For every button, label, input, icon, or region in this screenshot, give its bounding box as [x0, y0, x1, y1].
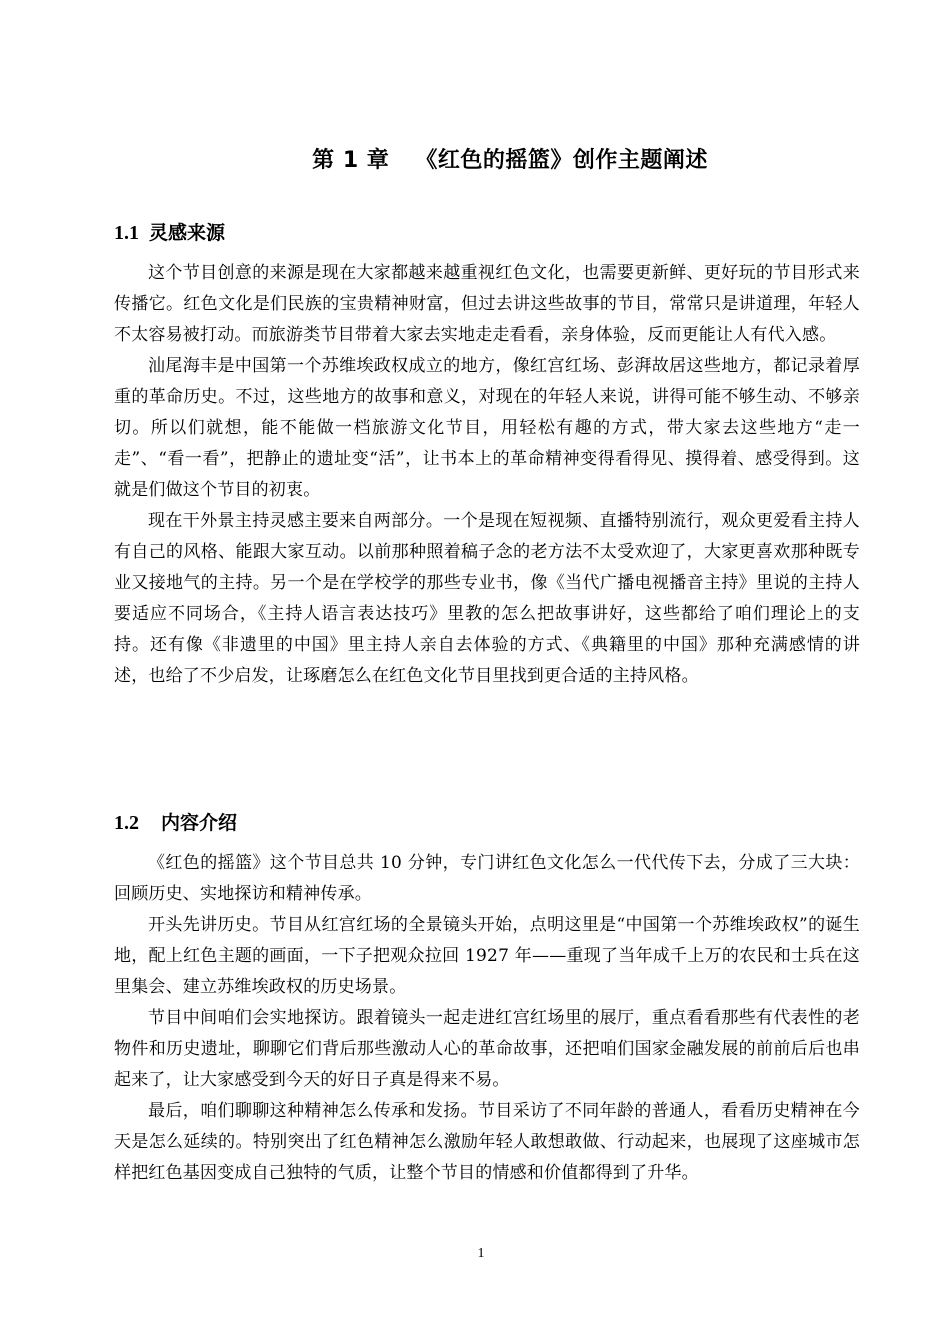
- section-heading-text: 灵感来源: [149, 222, 226, 244]
- chapter-title-text: 《红色的摇篮》创作主题阐述: [415, 148, 708, 173]
- paragraph: 节目中间咱们会实地探访。跟着镜头一起走进红宫红场里的展厅，重点看看那些有代表性的老物件和历史遗址，聊聊它们背后那些激动人心的革命故事，还把咱们国家金融发展的前前后后也串起来了，让大家感受到今天的好日子真是得来不易。: [114, 1008, 860, 1090]
- section-content-intro: [114, 808, 860, 1189]
- paragraph: 最后，咱们聊聊这种精神怎么传承和发扬。节目采访了不同年龄的普通人，看看历史精神在今天是怎么延续的。特别突出了红色精神怎么激励年轻人敢想敢做、行动起来，也展现了这座城市怎样把红色基因变成自己独特的气质，让整个节目的情感和价值都得到了升华。: [114, 1101, 860, 1183]
- section-heading: [114, 218, 860, 248]
- chapter-number: 第 1 章: [312, 148, 390, 173]
- paragraph: 汕尾海丰是中国第一个苏维埃政权成立的地方，像红宫红场、彭湃故居这些地方，都记录着厚重的革命历史。不过，这些地方的故事和意义，对现在的年轻人来说，讲得可能不够生动、不够亲切。所以们就想，能不能做一档旅游文化节目，用轻松有趣的方式，带大家去这些地方“走一走”、“看一看”，把静止的遗址变“活”，让书本上的革命精神变得看得见、摸得着、感受得到。这就是们做这个节目的初衷。: [114, 356, 860, 500]
- paragraph: 现在干外景主持灵感主要来自两部分。一个是现在短视频、直播特别流行，观众更爱看主持人有自己的风格、能跟大家互动。以前那种照着稿子念的老方法不太受欢迎了，大家更喜欢那种既专业又接地气的主持。另一个是在学校学的那些专业书，像《当代广播电视播音主持》里说的主持人要适应不同场合，《主持人语言表达技巧》里教的怎么把故事讲好，这些都给了咱们理论上的支持。还有像《非遗里的中国》里主持人亲自去体验的方式、《典籍里的中国》那种充满感情的讲述，也给了不少启发，让琢磨怎么在红色文化节目里找到更合适的主持风格。: [114, 511, 860, 686]
- section-heading-text: 内容介绍: [161, 812, 238, 834]
- section-number: 1.2: [114, 812, 139, 834]
- section-number: 1.1: [114, 222, 139, 244]
- page-number: 1: [477, 1246, 485, 1261]
- section-inspiration: [114, 218, 860, 692]
- paragraph: 开头先讲历史。节目从红宫红场的全景镜头开始，点明这里是“中国第一个苏维埃政权”的诞生地，配上红色主题的画面，一下子把观众拉回 1927 年——重现了当年成千上万的农民和士兵在这里集会、建立苏维埃政权的历史场景。: [114, 915, 860, 997]
- section-heading: [114, 808, 860, 838]
- chapter-title: [0, 143, 950, 179]
- paragraph: 这个节目创意的来源是现在大家都越来越重视红色文化，也需要更新鲜、更好玩的节目形式来传播它。红色文化是们民族的宝贵精神财富，但过去讲这些故事的节目，常常只是讲道理，年轻人不太容易被打动。而旅游类节目带着大家去实地走走看看，亲身体验，反而更能让人有代入感。: [114, 263, 860, 345]
- paragraph: 《红色的摇篮》这个节目总共 10 分钟，专门讲红色文化怎么一代代传下去，分成了三大块：回顾历史、实地探访和精神传承。: [114, 853, 860, 904]
